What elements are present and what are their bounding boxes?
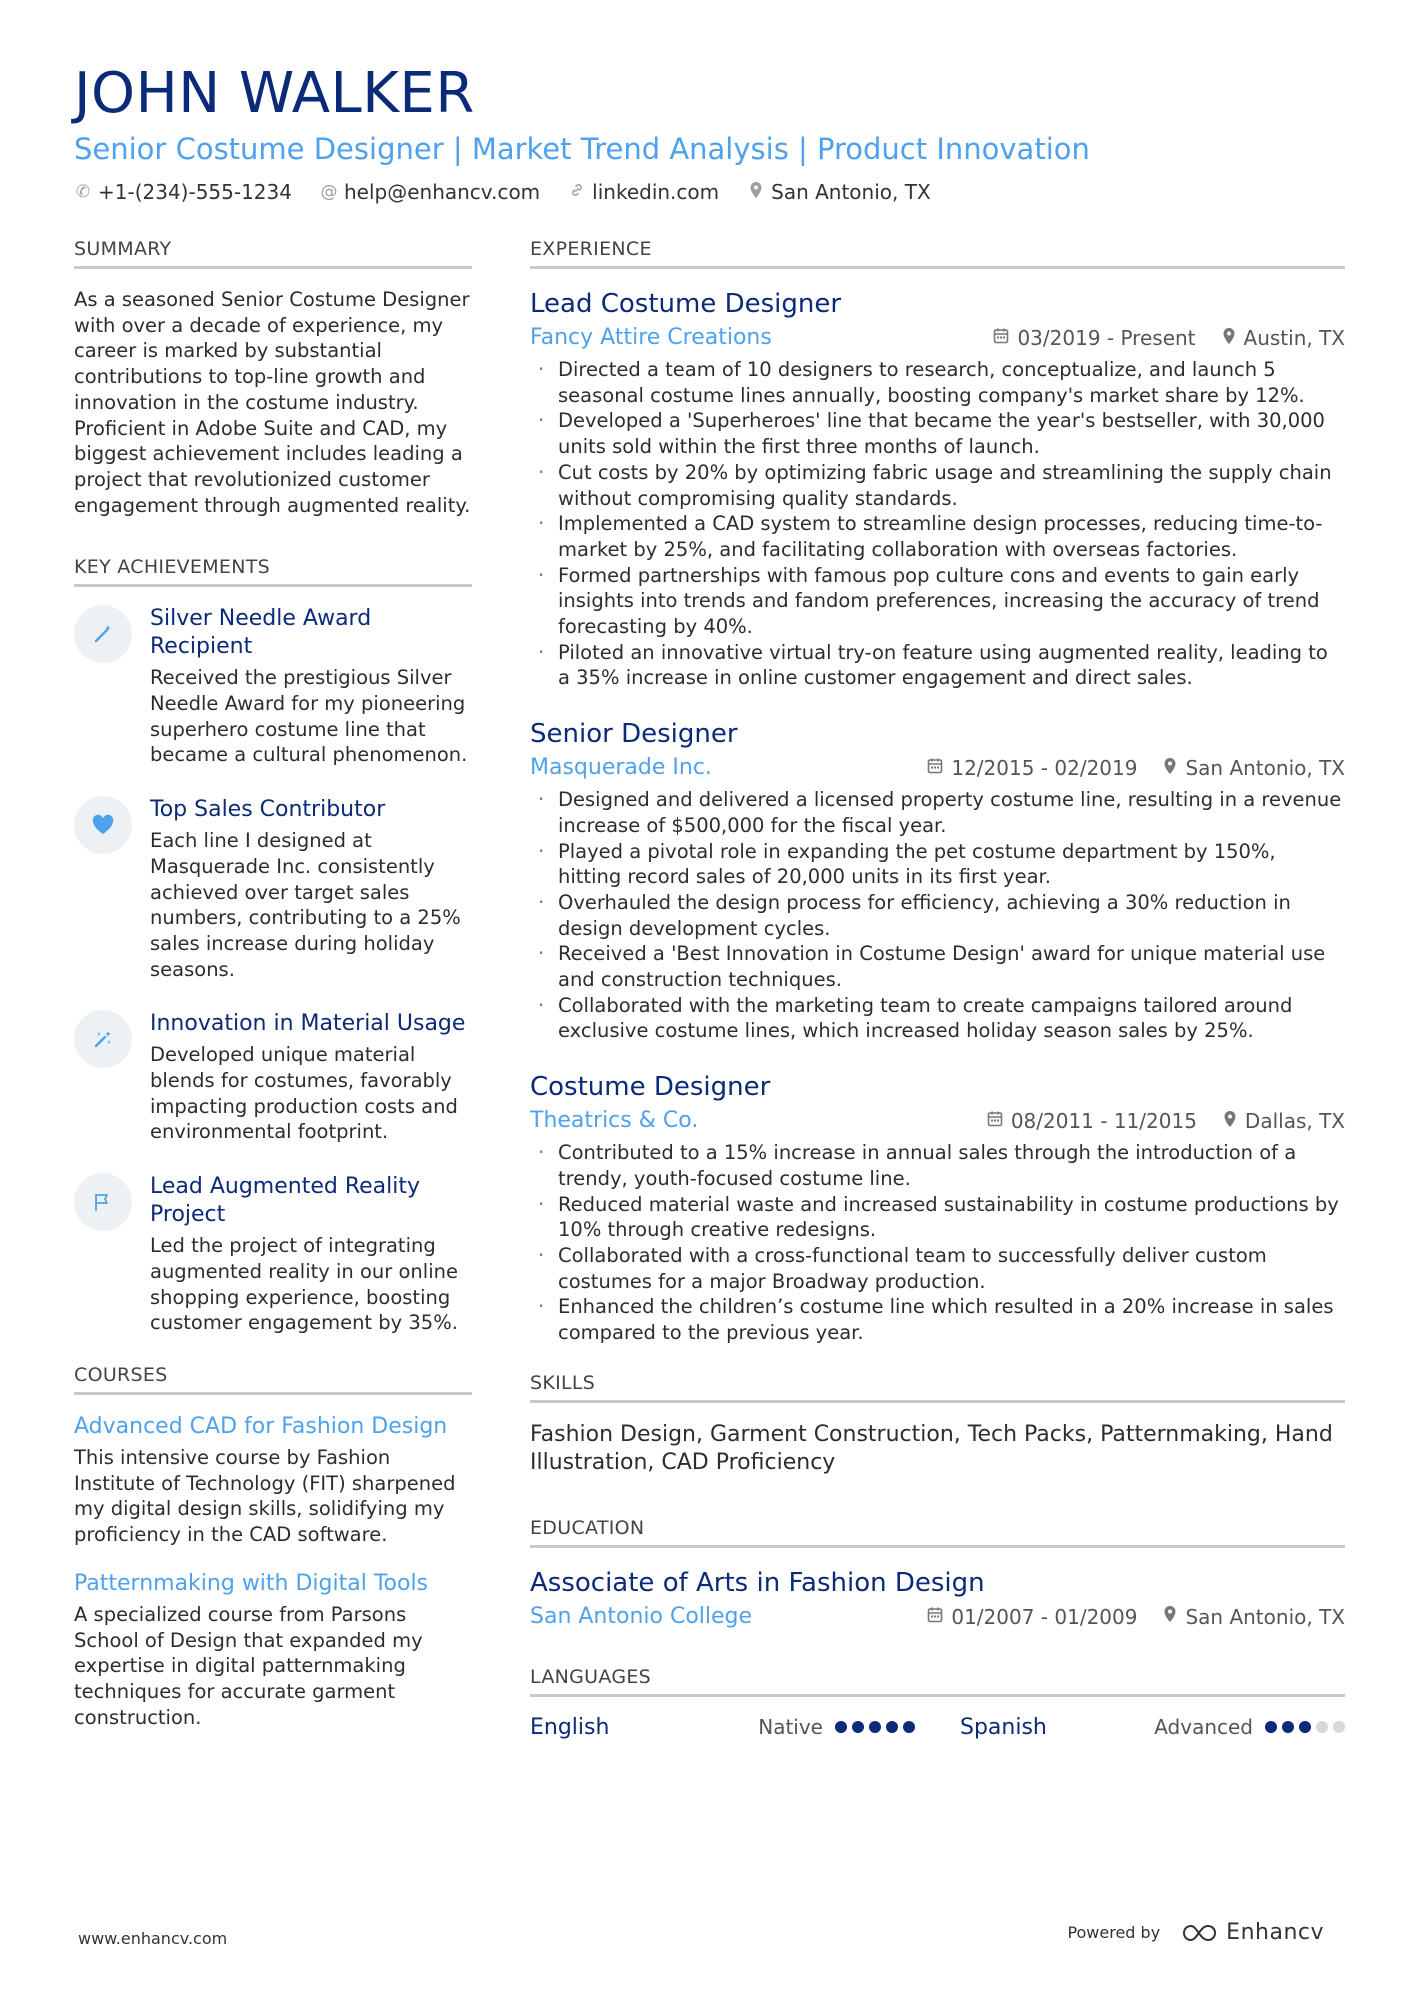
skills-section [530,1372,1345,1477]
education-dates-text: 01/2007 - 01/2009 [951,1604,1138,1629]
job-entry [530,287,1345,691]
language-name: English [530,1714,610,1740]
rating-dot-filled [869,1721,881,1733]
education-meta [530,1602,1345,1632]
achievement-item [74,605,472,768]
bullet: · Implemented a CAD system to streamline design processes, reducing time-to-market by 25%, and facilitating collaboration with overseas factories. [530,511,1345,562]
job-location-text: Dallas, TX [1244,1109,1345,1134]
achievement-title: Lead Augmented Reality Project [150,1174,421,1228]
experience-heading: EXPERIENCE [530,238,1345,269]
bullet: · Received a 'Best Innovation in Costume Design' award for unique material use and construction techniques. [530,941,1345,992]
company-name: Fancy Attire Creations [530,325,772,350]
bullet: · Reduced material waste and increased sustainability in costume productions by 10% through creative redesigns. [530,1192,1345,1243]
candidate-name: JOHN WALKER [74,61,475,126]
job-bullets [530,1140,1345,1346]
summary-text: As a seasoned Senior Costume Designer with over a decade of experience, my career is marked by substantial contributions to top-line growth and innovation in the costume industry. Proficient in Adobe Suite and CAD, my biggest achievement includes leading a project that revolutionized customer engagement through augmented reality. [74,288,471,517]
resume-header [74,62,1344,204]
achievements-section [74,556,472,1336]
job-location [1223,1109,1345,1133]
achievement-text: Developed unique material blends for costumes, favorably impacting production costs and environmental footprint. [150,1043,458,1144]
job-title: Senior Designer [530,719,738,750]
phone-text: +1-(234)-555-1234 [98,180,292,204]
achievement-item [74,1010,472,1145]
sparkle-icon [74,1010,132,1068]
job-dates [987,1109,1197,1133]
brand-name: Enhancv [1226,1920,1324,1945]
education-location-text: San Antonio, TX [1185,1604,1345,1629]
rating-dot-filled [903,1721,915,1733]
job-title: Costume Designer [530,1072,771,1103]
skills-text: Fashion Design, Garment Construction, Tech Packs, Patternmaking, Hand Illustration, CAD Proficiency [530,1421,1333,1475]
rating-dot-filled [886,1721,898,1733]
at-icon: @ [320,182,338,202]
course-title: Advanced CAD for Fashion Design [74,1413,448,1439]
link-icon [568,182,586,203]
company-name: Masquerade Inc. [530,755,712,781]
location-pin-icon [747,181,765,204]
education-heading: EDUCATION [530,1517,1345,1548]
phone-icon: ✆ [75,182,91,202]
degree-title: Associate of Arts in Fashion Design [530,1567,985,1598]
language-level: Native [758,1715,823,1740]
job-dates-text: 12/2015 - 02/2019 [951,756,1138,781]
footer-website[interactable]: www.enhancv.com [78,1929,228,1948]
calendar-icon [927,757,943,779]
candidate-tagline: Senior Costume Designer | Market Trend Analysis | Product Innovation [74,132,1090,166]
language-item [960,1715,1345,1740]
rating-dot-filled [852,1721,864,1733]
job-location [1222,326,1345,350]
course-item [74,1570,472,1731]
achievement-text: Each line I designed at Masquerade Inc. consistently achieved over target sales numbers, contributing to a 25% sales increase during holiday seasons. [150,829,461,981]
achievement-text: Led the project of integrating augmented reality in our online shopping experience, boosting customer engagement by 35%. [150,1234,458,1335]
course-text: A specialized course from Parsons School of Design that expanded my expertise in digital patternmaking techniques for accurate garment construction. [74,1602,423,1729]
job-dates [993,326,1195,350]
footer-brand [1067,1920,1324,1945]
powered-by-text: Powered by [1067,1923,1161,1942]
summary-heading: SUMMARY [74,238,472,269]
job-dates-text: 03/2019 - Present [1017,326,1196,350]
school-name: San Antonio College [530,1603,753,1629]
job-dates [927,756,1137,780]
course-text: This intensive course by Fashion Institute of Technology (FIT) sharpened my digital design skills, solidifying my proficiency in the CAD software. [74,1445,456,1547]
achievement-item [74,1173,472,1336]
job-title: Lead Costume Designer [530,289,842,319]
job-bullets [530,357,1345,691]
job-location-text: San Antonio, TX [1185,756,1345,781]
achievement-item [74,796,472,982]
location-pin-icon [1163,1605,1177,1628]
rating-dot-empty [1316,1721,1328,1733]
email-text: help@enhancv.com [343,180,541,204]
contact-email[interactable] [320,180,540,204]
location-pin-icon [1223,1110,1237,1133]
achievement-title: Silver Needle Award Recipient [150,606,372,660]
linkedin-text: linkedin.com [592,180,720,204]
bullet: · Contributed to a 15% increase in annual sales through the introduction of a trendy, youth-focused costume line. [530,1140,1345,1191]
achievement-title: Innovation in Material Usage [150,1011,466,1037]
courses-section [74,1364,472,1730]
languages-section [530,1666,1345,1740]
contact-phone[interactable] [74,180,292,204]
bullet: · Cut costs by 20% by optimizing fabric usage and streamlining the supply chain without compromising quality standards. [530,460,1345,511]
enhancv-logo[interactable] [1182,1920,1324,1945]
rating-dot-filled [1299,1721,1311,1733]
calendar-icon [987,1110,1003,1132]
bullet: · Developed a 'Superheroes' line that became the year's bestseller, with 30,000 units sold within the first three months of launch. [530,408,1345,459]
bullet: · Enhanced the children’s costume line which resulted in a 20% increase in sales compared to the previous year. [530,1294,1345,1345]
education-location [1163,1605,1345,1629]
heart-icon [74,796,132,854]
rating-dot-filled [1282,1721,1294,1733]
job-bullets [530,787,1345,1044]
language-level: Advanced [1154,1715,1253,1740]
education-section [530,1517,1345,1632]
bullet: · Directed a team of 10 designers to research, conceptualize, and launch 5 seasonal costume lines annually, boosting company's market share by 12%. [530,357,1345,408]
course-title: Patternmaking with Digital Tools [74,1570,429,1596]
left-column [74,238,472,1752]
job-entry [530,717,1345,1044]
right-column [530,238,1345,1740]
contact-linkedin[interactable] [568,180,719,204]
bullet: · Collaborated with a cross-functional team to successfully deliver custom costumes for a major Broadway production. [530,1243,1345,1294]
bullet: · Designed and delivered a licensed property costume line, resulting in a revenue increase of $500,000 for the fiscal year. [530,787,1345,838]
rating-dot-filled [835,1721,847,1733]
achievement-text: Received the prestigious Silver Needle Award for my pioneering superhero costume line that became a cultural phenomenon. [150,666,468,767]
education-dates [927,1605,1137,1629]
language-rating [835,1721,915,1733]
languages-heading: LANGUAGES [530,1666,1345,1697]
job-location [1163,756,1345,780]
company-name: Theatrics & Co. [530,1108,699,1134]
skills-heading: SKILLS [530,1372,1345,1403]
course-item [74,1413,472,1548]
calendar-icon [993,327,1009,349]
rating-dot-filled [1265,1721,1277,1733]
job-location-text: Austin, TX [1243,326,1345,350]
achievements-heading: KEY ACHIEVEMENTS [74,556,472,587]
bullet: · Piloted an innovative virtual try-on feature using augmented reality, leading to a 35% increase in online customer engagement and direct sales. [530,640,1345,691]
summary-section [74,238,472,518]
experience-section [530,238,1345,1346]
language-item [530,1715,915,1740]
achievement-title: Top Sales Contributor [150,797,386,823]
location-pin-icon [1163,757,1177,780]
magic-wand-icon [74,605,132,663]
calendar-icon [927,1606,943,1628]
flag-icon [74,1173,132,1231]
bullet: · Formed partnerships with famous pop culture cons and events to gain early insights into trends and fandom preferences, increasing the accuracy of trend forecasting by 40%. [530,563,1345,640]
contact-location [747,180,931,204]
bullet: · Collaborated with the marketing team to create campaigns tailored around exclusive costume lines, which increased holiday season sales by 25%. [530,993,1345,1044]
rating-dot-empty [1333,1721,1345,1733]
bullet: · Played a pivotal role in expanding the pet costume department by 150%, hitting record sales of 20,000 units in its first year. [530,839,1345,890]
job-meta [530,323,1345,353]
job-meta [530,753,1345,783]
courses-heading: COURSES [74,1364,472,1395]
location-pin-icon [1222,327,1236,350]
job-dates-text: 08/2011 - 11/2015 [1010,1109,1197,1134]
job-entry [530,1070,1345,1346]
enhancv-logo-icon [1182,1923,1218,1943]
bullet: · Overhauled the design process for efficiency, achieving a 30% reduction in design development cycles. [530,890,1345,941]
language-rating [1265,1721,1345,1733]
location-text: San Antonio, TX [771,180,931,204]
language-name: Spanish [960,1714,1047,1740]
contact-row [74,180,1344,204]
job-meta [530,1106,1345,1136]
